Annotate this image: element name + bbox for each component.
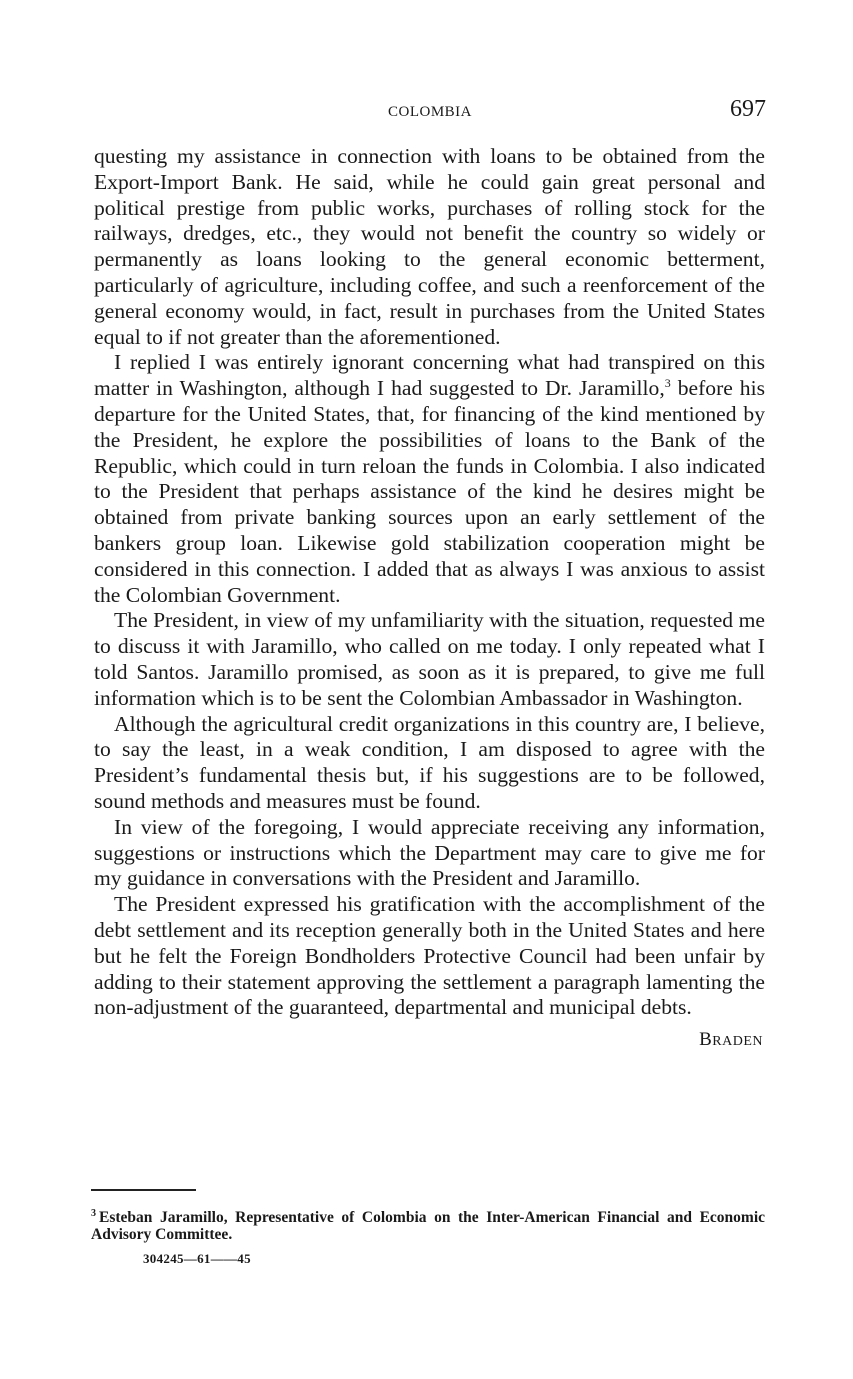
print-code: 304245—61——45 xyxy=(143,1251,251,1266)
running-head: COLOMBIA xyxy=(387,104,472,120)
footnote xyxy=(91,1209,765,1243)
page-number: 697 xyxy=(730,96,766,122)
signature xyxy=(94,1029,765,1051)
paragraph-text: before his departure for the United States, that, for financing of the kind mentioned by the President, he explore the possibilities of loans to the Bank of the Republic, which could in turn reloan the funds in Colombia. I also indicated to the President that perhaps assistance of the kind he desires might be obtained from private banking sources upon an early settlement of the bankers group loan. Likewise gold stabilization cooperation might be considered in this connection. I added that as always I was anxious to assist the Colombian Government. xyxy=(94,376,765,607)
paragraph: questing my assistance in connection with loans to be obtained from the Export-Import Bank. He said, while he could gain great personal and political prestige from public works, purchases of rolling stock for the railways, dredges, etc., they would not benefit the country so widely or permanently as loans looking to the general economic betterment, particularly of agriculture, including coffee, and such a reenforcement of the general economy would, in fact, result in purchases from the United States equal to if not greater than the aforementioned. xyxy=(94,144,765,349)
paragraph: The President expressed his gratification with the accomplishment of the debt settlement and its reception generally both in the United States and here but he felt the Foreign Bondholders Protective Council had been unfair by adding to their statement approving the settlement a paragraph lamenting the non-adjustment of the guaranteed, departmental and municipal debts. xyxy=(94,892,765,1020)
footnote-reference: 3 xyxy=(664,375,671,390)
page-header xyxy=(94,96,766,130)
paragraph: Although the agricultural credit organizations in this country are, I believe, to say the least, in a weak condition, I am disposed to agree with the President’s fundamental thesis but, if his suggestions are to be followed, sound methods and measures must be found. xyxy=(94,711,765,813)
paragraph: The President, in view of my unfamiliarity with the situation, requested me to discuss it with Jaramillo, who called on me today. I only repeated what I told Santos. Jaramillo promised, as soon as it is prepared, to give me full information which is to be sent the Colombian Ambassador in Washington. xyxy=(94,608,765,710)
signature-initial: B xyxy=(699,1029,713,1051)
paragraph-text: I replied I was entirely ignorant concerning what had transpired on this matter in Washington, although I had suggested to Dr. Jaramillo, xyxy=(94,350,765,401)
paragraph: In view of the foregoing, I would appreciate receiving any information, suggestions or instructions which the Department may care to give me for my guidance in conversations with the President and Jaramillo. xyxy=(94,814,765,891)
footnote-divider xyxy=(91,1189,196,1191)
footnote-mark: 3 xyxy=(91,1207,96,1219)
footnote-text: Esteban Jaramillo, Representative of Colombia on the Inter-American Financial and Economic Advisory Committee. xyxy=(91,1209,765,1243)
paragraph xyxy=(94,350,765,608)
signature-rest: RADEN xyxy=(712,1034,763,1050)
body-text xyxy=(94,144,765,1051)
